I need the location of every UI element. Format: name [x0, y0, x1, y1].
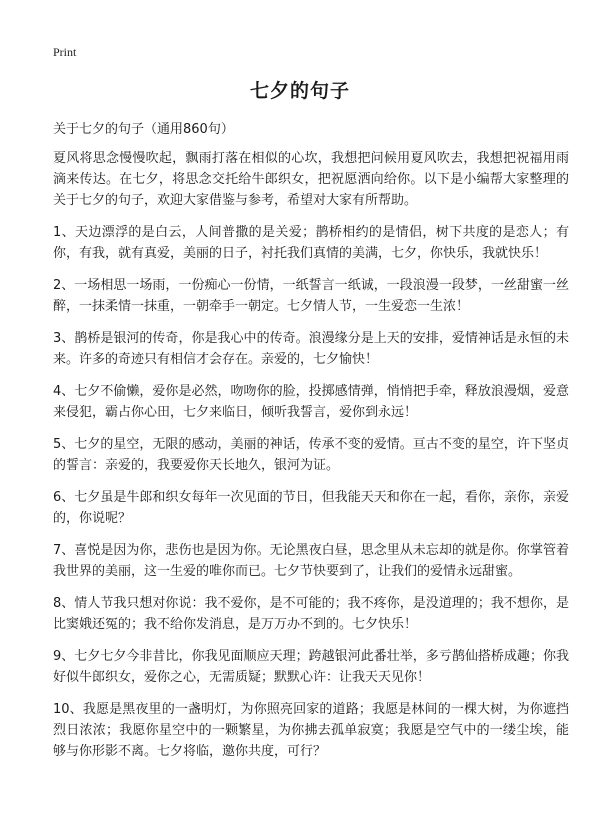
list-item: 9、七夕七夕今非昔比，你我见面顺应天理；跨越银河此番壮举，多亏鹊仙搭桥成趣；你我好似牛郎织女，爱你之心，无需质疑；默默心许：让我天天见你！: [53, 649, 569, 685]
list-item: 3、鹊桥是银河的传奇，你是我心中的传奇。浪漫缘分是上天的安排，爱情神话是永恒的未来。许多的奇迹只有相信才会存在。亲爱的，七夕愉快！: [53, 331, 569, 367]
intro-paragraph: 夏风将思念慢慢吹起，飘雨打落在相似的心坎，我想把问候用夏风吹去，我想把祝福用雨滴来传达。在七夕，将思念交托给牛郎织女，把祝愿洒向给你。以下是小编帮大家整理的关于七夕的句子，欢迎大家借鉴与参考，希望对大家有所帮助。: [53, 151, 569, 208]
page-title: 七夕的句子: [249, 80, 350, 102]
list-item: 5、七夕的星空，无限的感动，美丽的神话，传承不变的爱情。亘古不变的星空，许下坚贞的誓言：亲爱的，我要爱你天长地久，银河为证。: [53, 437, 569, 473]
list-item: 2、一场相思一场雨，一份痴心一份情，一纸誓言一纸诚，一段浪漫一段梦，一丝甜蜜一丝醉，一抹柔情一抹重，一朝牵手一朝定。七夕情人节，一生爱恋一生浓！: [53, 278, 569, 314]
list-item: 1、天边漂浮的是白云，人间普撒的是关爱；鹊桥相约的是情侣，树下共度的是恋人；有你，有我，就有真爱，美丽的日子，衬托我们真情的美满，七夕，你快乐，我就快乐！: [53, 225, 569, 261]
list-item: 8、情人节我只想对你说：我不爱你，是不可能的；我不疼你，是没道理的；我不想你，是比窦娥还冤的；我不给你发消息，是万万办不到的。七夕快乐！: [53, 596, 569, 632]
list-item: 4、七夕不偷懒，爱你是必然，吻吻你的脸，投掷感情弹，悄悄把手牵，释放浪漫烟，爱意来侵犯，霸占你心田，七夕来临日，倾听我誓言，爱你到永远！: [53, 384, 569, 420]
list-item: 7、喜悦是因为你，悲伤也是因为你。无论黑夜白昼，思念里从未忘却的就是你。你掌管着我世界的美丽，这一生爱的唯你而已。七夕节快要到了，让我们的爱情永远甜蜜。: [53, 543, 569, 579]
list-item: 10、我愿是黑夜里的一盏明灯，为你照亮回家的道路；我愿是林间的一棵大树，为你遮挡烈日浓浓；我愿你星空中的一颗繁星，为你拂去孤单寂寞；我愿是空气中的一缕尘埃，能够与你形影不离。七夕将临，邀你共度，可行？: [53, 702, 569, 759]
print-link[interactable]: Print: [53, 45, 77, 59]
article-body: [53, 120, 569, 773]
list-item: 6、七夕虽是牛郎和织女每年一次见面的节日，但我能天天和你在一起，看你，亲你，亲爱的，你说呢？: [53, 490, 569, 526]
article-subtitle: 关于七夕的句子（通用860句）: [53, 122, 234, 137]
